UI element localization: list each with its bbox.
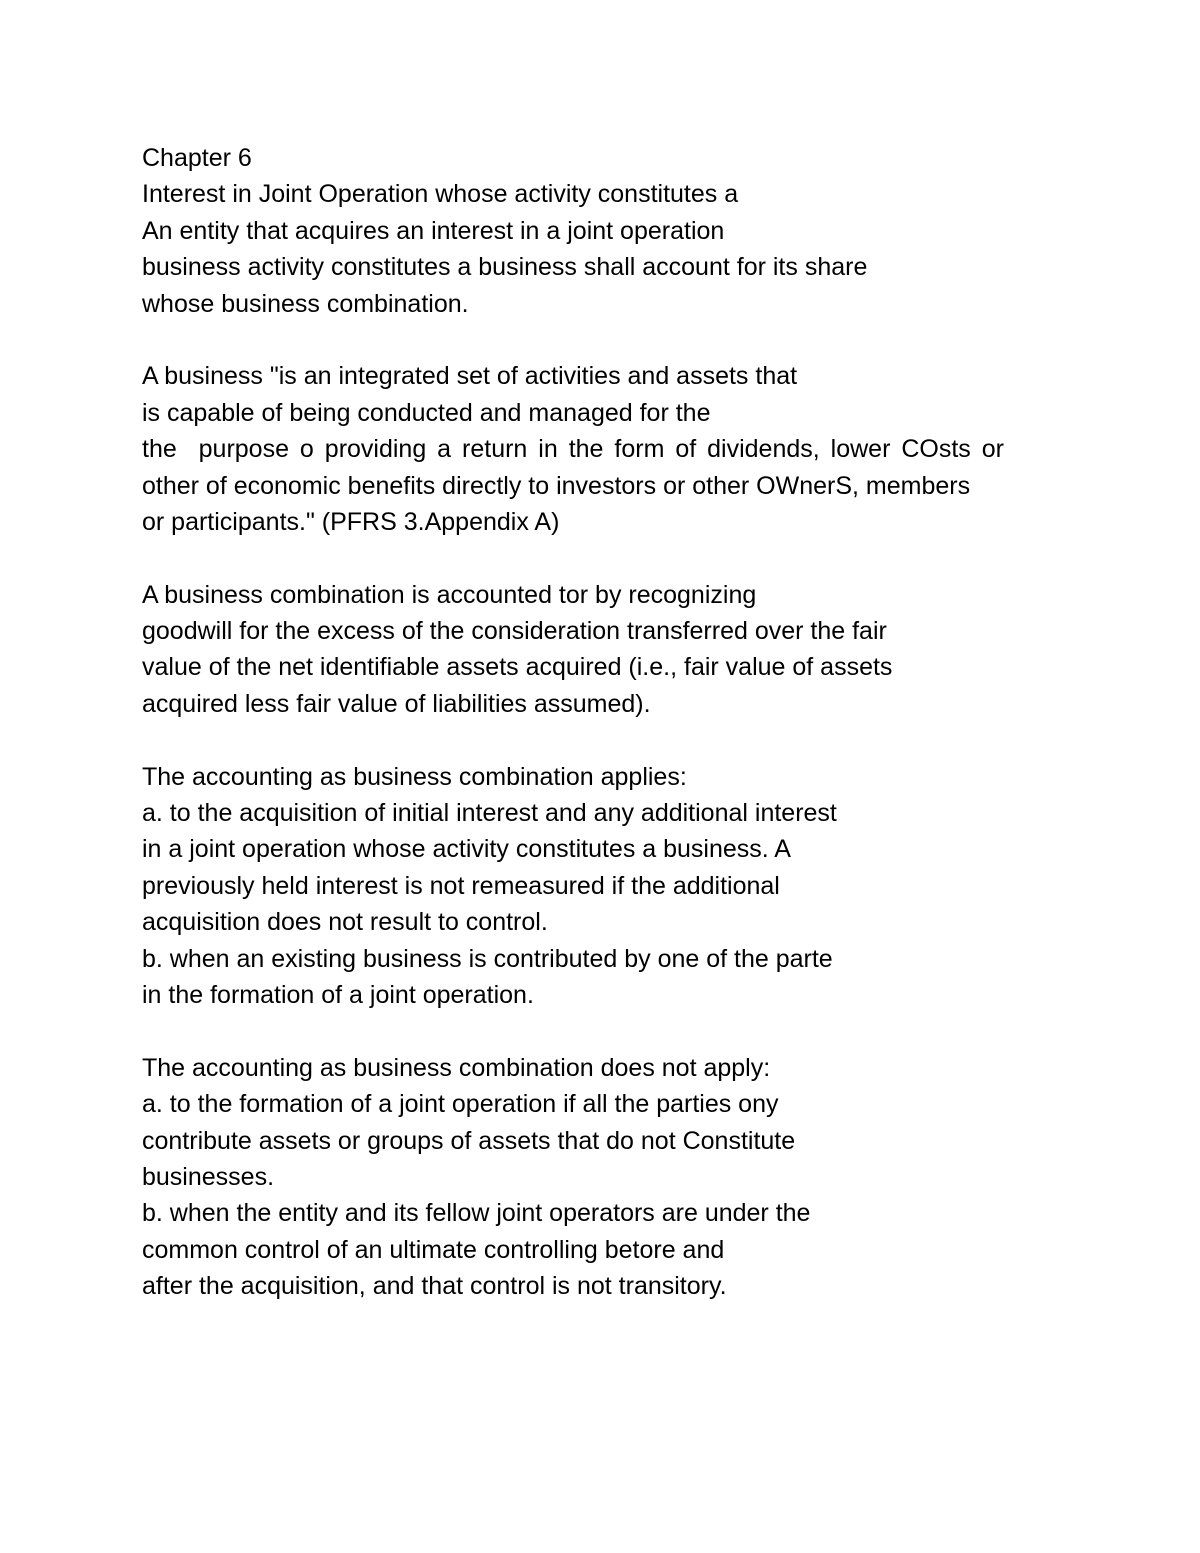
paragraph-does-not-apply xyxy=(142,1050,1142,1305)
text-line: whose business combination. xyxy=(142,289,469,318)
paragraph-gap xyxy=(142,540,1142,576)
text-line: b. when the entity and its fellow joint operators are under the xyxy=(142,1199,811,1228)
text-line: acquisition does not result to control. xyxy=(142,908,548,937)
text-line: in a joint operation whose activity constitutes a business. A xyxy=(142,835,791,864)
text-line: acquired less fair value of liabilities assumed). xyxy=(142,689,651,718)
chapter-title: Chapter 6 xyxy=(142,144,252,172)
paragraph-goodwill-recognition xyxy=(142,577,1142,723)
text-line: other of economic benefits directly to investors or other OWnerS, members xyxy=(142,471,971,500)
text-line: A business combination is accounted tor by recognizing xyxy=(142,580,757,609)
text-line: or participants." (PFRS 3.Appendix A) xyxy=(142,507,560,536)
text-line: after the acquisition, and that control is not transitory. xyxy=(142,1272,727,1301)
text-line: businesses. xyxy=(142,1162,275,1191)
paragraph-gap xyxy=(142,722,1142,758)
text-line: a. to the acquisition of initial interest and any additional interest xyxy=(142,799,837,828)
paragraph-gap xyxy=(142,322,1142,358)
text-line: b. when an existing business is contributed by one of the parte xyxy=(142,944,833,973)
text-line: The accounting as business combination does not apply: xyxy=(142,1053,771,1082)
text-line: in the formation of a joint operation. xyxy=(142,980,534,1009)
text-line: value of the net identifiable assets acquired (i.e., fair value of assets xyxy=(142,653,893,682)
text-line: contribute assets or groups of assets that do not Constitute xyxy=(142,1126,796,1155)
text-line: is capable of being conducted and managed for the xyxy=(142,398,711,427)
paragraph-business-definition xyxy=(142,358,1142,540)
text-line: A business "is an integrated set of activities and assets that xyxy=(142,362,798,391)
paragraph-gap xyxy=(142,1013,1142,1049)
text-line: Interest in Joint Operation whose activity constitutes a xyxy=(142,180,739,209)
paragraph-joint-operation-intro xyxy=(142,176,1142,322)
text-line: An entity that acquires an interest in a joint operation xyxy=(142,216,725,245)
text-line: the purpose o providing a return in the form of dividends, lower COsts or xyxy=(142,435,1004,464)
document-body xyxy=(142,140,1142,1305)
text-line: business activity constitutes a business shall account for its share xyxy=(142,253,868,282)
text-line: The accounting as business combination applies: xyxy=(142,762,687,791)
text-line: goodwill for the excess of the consideration transferred over the fair xyxy=(142,617,887,646)
text-line: common control of an ultimate controlling betore and xyxy=(142,1235,725,1264)
text-line: a. to the formation of a joint operation if all the parties ony xyxy=(142,1090,779,1119)
text-line: previously held interest is not remeasured if the additional xyxy=(142,871,780,900)
paragraph-applies xyxy=(142,759,1142,1014)
